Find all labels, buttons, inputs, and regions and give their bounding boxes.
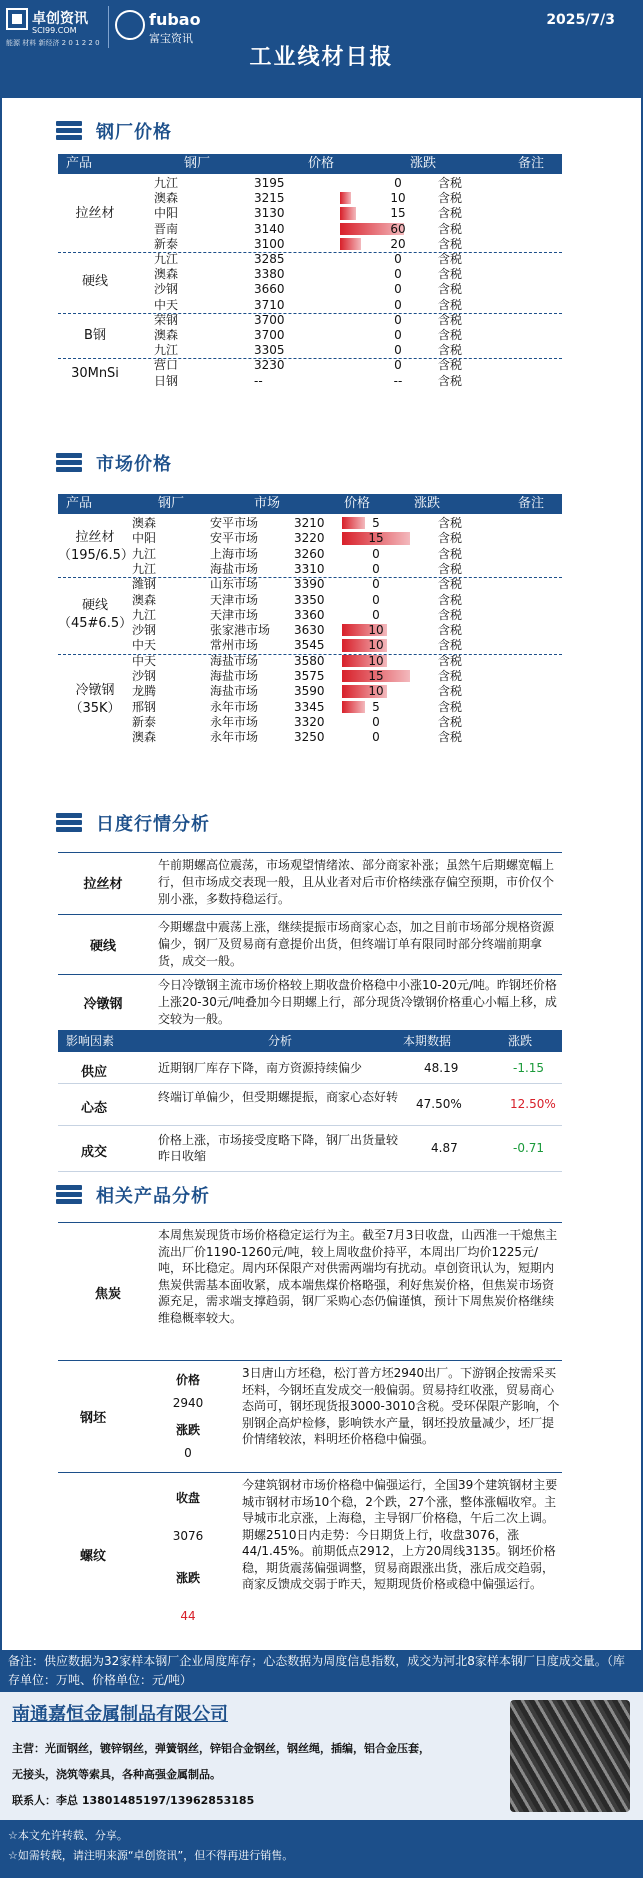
mill-cell: 邢钢 [132, 699, 157, 714]
market-cell: 永年市场 [210, 699, 259, 714]
table-row [58, 562, 562, 577]
table-row [58, 282, 562, 297]
analysis-row-cold-heading [58, 974, 562, 1030]
price-cell: 3590 [294, 684, 325, 699]
ad-line: 主营：光面钢丝，镀锌钢丝，弹簧钢丝，锌铝合金钢丝，钢丝绳，插编，铝合金压套， [12, 1742, 430, 1755]
market-cell: 永年市场 [210, 714, 259, 729]
analysis-text: 午前期螺高位震荡，市场观望情绪浓、部分商家补涨；虽然午后期螺宽幅上行，但市场成交表现一般，且从业者对后市价格续涨存偏空预期，市价仅个别小涨，多数持稳运行。 [158, 858, 555, 906]
price-cell: 3250 [294, 730, 325, 745]
note-cell: 含税 [438, 267, 463, 282]
fubao-logo-name: fubao [149, 10, 201, 29]
note-cell: 含税 [438, 638, 463, 653]
market-cell: 常州市场 [210, 638, 259, 653]
mill-cell: 九江 [132, 607, 157, 622]
change-cell: 10 [368, 638, 384, 653]
stack-icon [56, 120, 82, 142]
table-row [58, 715, 562, 730]
report-title: 工业线材日报 [249, 45, 394, 70]
sci99-logo-site: SCI99.COM [32, 26, 77, 35]
mill-cell: 澳森 [154, 191, 179, 206]
change-cell: 0 [372, 607, 380, 622]
col-change: 涨跌 [410, 156, 437, 171]
table-header [58, 494, 562, 514]
related-key: 螺纹 [79, 1549, 106, 1564]
section-mill-price [56, 118, 172, 144]
price-cell: 3310 [294, 561, 325, 576]
table-row [58, 313, 562, 328]
table-row [58, 343, 562, 358]
note-cell: 含税 [438, 282, 463, 297]
section-related-products [56, 1182, 210, 1208]
price-cell: 3390 [294, 577, 325, 592]
col-change: 涨跌 [508, 1034, 533, 1048]
change-cell: 10 [368, 623, 384, 638]
mill-cell: 中阳 [154, 206, 179, 221]
factor-row-supply [58, 1052, 562, 1084]
wire-rope-image [510, 1700, 630, 1812]
factor-table-header [58, 1030, 562, 1052]
note-cell: 含税 [438, 206, 463, 221]
change-cell: 60 [390, 221, 406, 236]
price-cell: 3215 [254, 191, 285, 206]
market-cell: 永年市场 [210, 730, 259, 745]
market-cell: 张家港市场 [210, 623, 271, 638]
factor-change: -1.15 [513, 1061, 545, 1075]
price-cell: 3575 [294, 669, 325, 683]
billet-change-label: 涨跌 [175, 1423, 200, 1437]
table-row [58, 623, 562, 638]
table-row [58, 374, 562, 389]
col-change: 涨跌 [414, 496, 441, 511]
change-cell: -- [393, 373, 403, 388]
table-row [58, 531, 562, 546]
market-cell: 天津市场 [210, 607, 259, 622]
rebar-close: 3076 [172, 1529, 204, 1543]
product-group-label: 冷镦钢 [75, 682, 115, 698]
factor-value: 47.50% [416, 1097, 462, 1111]
table-row [58, 593, 562, 608]
related-key: 钢坯 [79, 1411, 106, 1426]
product-group-spec: （35K） [69, 700, 121, 716]
change-bar [340, 238, 361, 250]
fubao-logo-icon [115, 10, 145, 40]
note-cell: 含税 [438, 516, 463, 530]
mill-price-table [58, 154, 562, 430]
rebar-change: 44 [180, 1609, 196, 1623]
mill-cell: 沙钢 [132, 623, 157, 638]
change-cell: 10 [390, 191, 406, 206]
factor-key: 成交 [80, 1145, 107, 1160]
note-cell: 含税 [438, 297, 463, 312]
table-row [58, 516, 562, 531]
table-row [58, 638, 562, 653]
analysis-key: 拉丝材 [83, 877, 123, 892]
change-cell: 5 [372, 516, 380, 530]
note-cell: 含税 [438, 653, 463, 668]
change-cell: 15 [368, 531, 384, 546]
change-cell: 5 [372, 699, 380, 714]
change-cell: 0 [372, 577, 380, 592]
mill-cell: 九江 [154, 252, 179, 266]
table-row [58, 298, 562, 313]
note-cell: 含税 [438, 592, 463, 607]
related-row-rebar [58, 1472, 562, 1644]
factor-value: 4.87 [431, 1141, 458, 1155]
mill-cell: 营口 [154, 358, 179, 373]
product-group-label: 硬线 [81, 274, 108, 290]
section-market-price [56, 450, 172, 476]
analysis-row-wire-rod [58, 852, 562, 914]
change-cell: 10 [368, 653, 384, 668]
mill-cell: 九江 [132, 561, 157, 576]
stack-icon [56, 1184, 82, 1206]
price-cell: 3210 [294, 516, 325, 530]
ad-line: 无接头，浇筑等索具，各种高强金属制品。 [12, 1768, 221, 1781]
table-row [58, 222, 562, 237]
change-cell: 0 [394, 343, 402, 358]
note-cell: 含税 [438, 714, 463, 729]
market-cell: 安平市场 [210, 531, 259, 546]
note-cell: 含税 [438, 684, 463, 699]
copyright-footer [0, 1820, 643, 1878]
note-cell: 含税 [438, 221, 463, 236]
factor-value: 48.19 [424, 1061, 459, 1075]
note-cell: 含税 [438, 176, 463, 190]
data-note: 备注：供应数据为32家样本钢厂企业周度库存；心态数据为周度信息指数，成交为河北8家样本钢厂日度成交量。（库存单位：万吨、价格单位：元/吨） [0, 1650, 643, 1692]
analysis-key: 硬线 [89, 939, 116, 954]
mill-cell: 澳森 [154, 328, 179, 342]
section-title: 相关产品分析 [96, 1186, 210, 1207]
related-row-billet [58, 1360, 562, 1472]
factor-change: 12.50% [510, 1097, 556, 1111]
table-row [58, 669, 562, 684]
note-cell: 含税 [438, 252, 463, 266]
ad-company[interactable]: 南通嘉恒金属制品有限公司 [12, 1704, 228, 1725]
price-cell: 3630 [294, 623, 325, 638]
table-row [58, 191, 562, 206]
col-value: 本期数据 [403, 1034, 452, 1048]
section-title: 钢厂价格 [96, 122, 172, 143]
price-cell: 3230 [254, 358, 285, 373]
analysis-key: 冷镦钢 [83, 997, 123, 1012]
col-product: 产品 [66, 156, 93, 171]
change-cell: 0 [394, 267, 402, 282]
price-cell: 3195 [254, 176, 285, 190]
price-cell: -- [254, 373, 263, 388]
note-cell: 含税 [438, 531, 463, 546]
col-analysis: 分析 [268, 1034, 293, 1048]
mill-cell: 九江 [154, 343, 179, 358]
change-cell: 0 [372, 546, 380, 561]
table-row [58, 206, 562, 221]
col-note: 备注 [518, 496, 545, 511]
mill-cell: 中阳 [132, 531, 157, 546]
col-market: 市场 [254, 496, 281, 511]
mill-cell: 中天 [154, 297, 179, 312]
related-text: 3日唐山方坯稳，松汀普方坯2940出厂。下游钢企按需采买坯料，今钢坯直发成交一般偏弱。贸易持红收涨，贸易商心态尚可，钢坯现货报3000-3010含税。受环保限产影响，个别钢企高炉检修，影响铁水产量，钢坯投放量减少，坯厂提价情绪较浓，料明坯价格稳中偏强。 [242, 1366, 560, 1446]
stack-icon [56, 452, 82, 474]
change-cell: 0 [394, 312, 402, 327]
ad-contact: 联系人：李总 13801485197/13962853185 [12, 1794, 255, 1807]
change-cell: 0 [394, 328, 402, 342]
price-cell: 3345 [294, 699, 325, 714]
note-cell: 含税 [438, 699, 463, 714]
change-bar [340, 192, 351, 204]
price-cell: 3700 [254, 312, 285, 327]
analysis-text: 今日冷镦钢主流市场价格较上期收盘价格稳中小涨10-20元/吨。昨钢坯价格上涨20-30元/吨叠加今日期螺上行，部分现货冷镦钢价格重心小幅上移，成交较为一般。 [158, 978, 557, 1026]
note-cell: 含税 [438, 343, 463, 358]
col-factor: 影响因素 [66, 1034, 115, 1048]
mill-cell: 中天 [132, 638, 157, 653]
copyright-line: ☆本文允许转载、分享。 [8, 1829, 128, 1842]
related-text: 本周焦炭现货市场价格稳定运行为主。截至7月3日收盘，山西准一干熄焦主流出厂价1190-1260元/吨，较上周收盘价持平，本周出厂均价1225元/吨，环比稳定。周内环保限产对供需两端均有扰动。卓创资讯认为，短期内焦炭供需基本面收紧，成本端焦煤价格略强，利好焦炭价格，但焦炭市场资源充足，需求端支撑趋弱，钢厂采购心态仍偏谨慎，预计下周焦炭价格继续维稳概率较大。 [158, 1228, 558, 1325]
price-cell: 3545 [294, 638, 325, 653]
note-cell: 含税 [438, 358, 463, 373]
change-cell: 0 [372, 730, 380, 745]
change-cell: 0 [394, 297, 402, 312]
change-cell: 0 [372, 714, 380, 729]
factor-change: -0.71 [513, 1141, 545, 1155]
table-row [58, 700, 562, 715]
related-text: 今建筑钢材市场价格稳中偏强运行，全国39个建筑钢材主要城市钢材市场10个稳，2个跌，27个涨，整体涨幅收窄。主导城市北京涨，上海稳，主导钢厂价格稳，午后二次上调。期螺2510日内走势：今日期货上行，收盘3076，涨44/1.45%。前期低点2912，上方20周线3135。钢坯价格稳，期货震荡偏强调整，贸易商跟涨出货，涨后成交趋弱，商家反馈成交弱于昨天，短期现货价格或稳中偏强运行。 [242, 1478, 558, 1591]
change-cell: 0 [372, 592, 380, 607]
table-row [58, 252, 562, 267]
note-cell: 含税 [438, 191, 463, 206]
change-cell: 0 [394, 358, 402, 373]
analysis-text: 今期螺盘中震荡上涨，继续提振市场商家心态，加之目前市场部分规格资源偏少，钢厂及贸易商有意提价出货，但终端订单有限同时部分终端前期拿货，成交一般。 [158, 920, 555, 968]
product-group-label: 拉丝材 [75, 206, 115, 221]
note-cell: 含税 [438, 561, 463, 576]
mill-cell: 龙腾 [132, 684, 157, 699]
price-cell: 3700 [254, 328, 285, 342]
table-row [58, 684, 562, 699]
col-product: 产品 [66, 496, 93, 511]
mill-cell: 晋南 [154, 221, 179, 236]
price-cell: 3140 [254, 221, 285, 236]
market-cell: 海盐市场 [210, 653, 259, 668]
market-price-table [58, 494, 562, 794]
change-cell: 0 [372, 561, 380, 576]
change-cell: 0 [394, 176, 402, 190]
report-header [0, 0, 643, 98]
mill-cell: 日钢 [154, 373, 179, 388]
factor-analysis: 价格上涨，市场接受度略下降，钢厂出货量较昨日收缩 [158, 1133, 399, 1163]
price-cell: 3380 [254, 267, 285, 282]
market-cell: 海盐市场 [210, 669, 259, 683]
factor-row-sentiment [58, 1084, 562, 1126]
related-key: 焦炭 [94, 1287, 121, 1302]
change-cell: 0 [394, 252, 402, 266]
mill-cell: 沙钢 [154, 282, 179, 297]
price-cell: 3260 [294, 546, 325, 561]
col-note: 备注 [518, 156, 545, 171]
change-cell: 20 [390, 236, 406, 251]
note-cell: 含税 [438, 312, 463, 327]
note-cell: 含税 [438, 546, 463, 561]
billet-price-label: 价格 [175, 1373, 200, 1387]
mill-cell: 中天 [132, 653, 157, 668]
note-cell: 含税 [438, 236, 463, 251]
col-price: 价格 [308, 156, 335, 171]
table-row [58, 577, 562, 592]
mill-cell: 九江 [154, 176, 179, 190]
section-daily-analysis [56, 810, 210, 836]
change-cell: 0 [394, 282, 402, 297]
market-cell: 山东市场 [210, 577, 259, 592]
change-cell: 10 [368, 684, 384, 699]
change-cell: 15 [368, 669, 384, 683]
change-cell: 15 [390, 206, 406, 221]
price-cell: 3360 [294, 607, 325, 622]
col-mill: 钢厂 [158, 496, 185, 511]
table-row [58, 358, 562, 373]
note-cell: 含税 [438, 373, 463, 388]
market-cell: 上海市场 [210, 546, 259, 561]
table-row [58, 730, 562, 745]
table-row [58, 267, 562, 282]
table-row [58, 328, 562, 343]
product-group-label: B钢 [84, 327, 106, 343]
factor-key: 心态 [80, 1101, 107, 1116]
sci99-logo-icon [6, 8, 28, 30]
rebar-change-label: 涨跌 [175, 1571, 200, 1585]
note-cell: 含税 [438, 577, 463, 592]
mill-cell: 澳森 [132, 592, 157, 607]
note-cell: 含税 [438, 730, 463, 745]
table-row [58, 176, 562, 191]
sci99-logo-slogan: 能源 材料 新经济 2 0 1 2 2 0 [6, 39, 100, 47]
related-row-coke [58, 1222, 562, 1360]
section-title: 市场价格 [96, 454, 172, 475]
fubao-logo-cn: 富宝资讯 [149, 32, 193, 45]
billet-price: 2940 [172, 1396, 204, 1410]
mill-cell: 新泰 [132, 714, 157, 729]
advertisement [0, 1692, 643, 1820]
table-header [58, 154, 562, 174]
col-mill: 钢厂 [184, 156, 211, 171]
stack-icon [56, 812, 82, 834]
mill-cell: 荣钢 [154, 312, 179, 327]
rebar-close-label: 收盘 [175, 1491, 200, 1505]
note-cell: 含税 [438, 607, 463, 622]
price-cell: 3285 [254, 252, 285, 266]
market-cell: 安平市场 [210, 516, 259, 530]
price-cell: 3580 [294, 653, 325, 668]
mill-cell: 潍钢 [132, 577, 157, 592]
table-row [58, 654, 562, 669]
table-row [58, 237, 562, 252]
mill-cell: 九江 [132, 546, 157, 561]
price-cell: 3305 [254, 343, 285, 358]
factor-analysis: 终端订单偏少，但受期螺提振，商家心态好转 [158, 1090, 399, 1104]
section-title: 日度行情分析 [96, 814, 210, 835]
product-group-label: 30MnSi [71, 365, 119, 381]
mill-cell: 澳森 [154, 267, 179, 282]
report-date: 2025/7/3 [546, 12, 615, 28]
market-cell: 海盐市场 [210, 561, 259, 576]
mill-cell: 澳森 [132, 516, 157, 530]
note-cell: 含税 [438, 669, 463, 683]
factor-analysis: 近期钢厂库存下降，南方资源持续偏少 [158, 1061, 363, 1075]
table-row [58, 608, 562, 623]
price-cell: 3660 [254, 282, 285, 297]
price-cell: 3220 [294, 531, 325, 546]
product-group-spec: （195/6.5） [58, 547, 134, 563]
product-group-label: 拉丝材 [75, 529, 115, 545]
factor-row-deals [58, 1126, 562, 1172]
product-group-spec: （45#6.5） [58, 616, 133, 632]
mill-cell: 新泰 [154, 236, 179, 251]
sci99-logo-name: 卓创资讯 [32, 11, 88, 27]
col-price: 价格 [344, 496, 371, 511]
mill-cell: 澳森 [132, 730, 157, 745]
billet-change: 0 [184, 1446, 192, 1460]
factor-key: 供应 [80, 1065, 107, 1080]
note-cell: 含税 [438, 623, 463, 638]
price-cell: 3350 [294, 592, 325, 607]
price-cell: 3100 [254, 236, 285, 251]
note-cell: 含税 [438, 328, 463, 342]
mill-cell: 沙钢 [132, 669, 157, 683]
price-cell: 3130 [254, 206, 285, 221]
analysis-row-hard-wire [58, 914, 562, 974]
market-cell: 天津市场 [210, 592, 259, 607]
price-cell: 3320 [294, 714, 325, 729]
copyright-line: ☆如需转载，请注明来源“卓创资讯”，但不得再进行销售。 [8, 1849, 294, 1862]
market-cell: 海盐市场 [210, 684, 259, 699]
product-group-label: 硬线 [81, 598, 108, 614]
price-cell: 3710 [254, 297, 285, 312]
change-bar [340, 207, 356, 219]
